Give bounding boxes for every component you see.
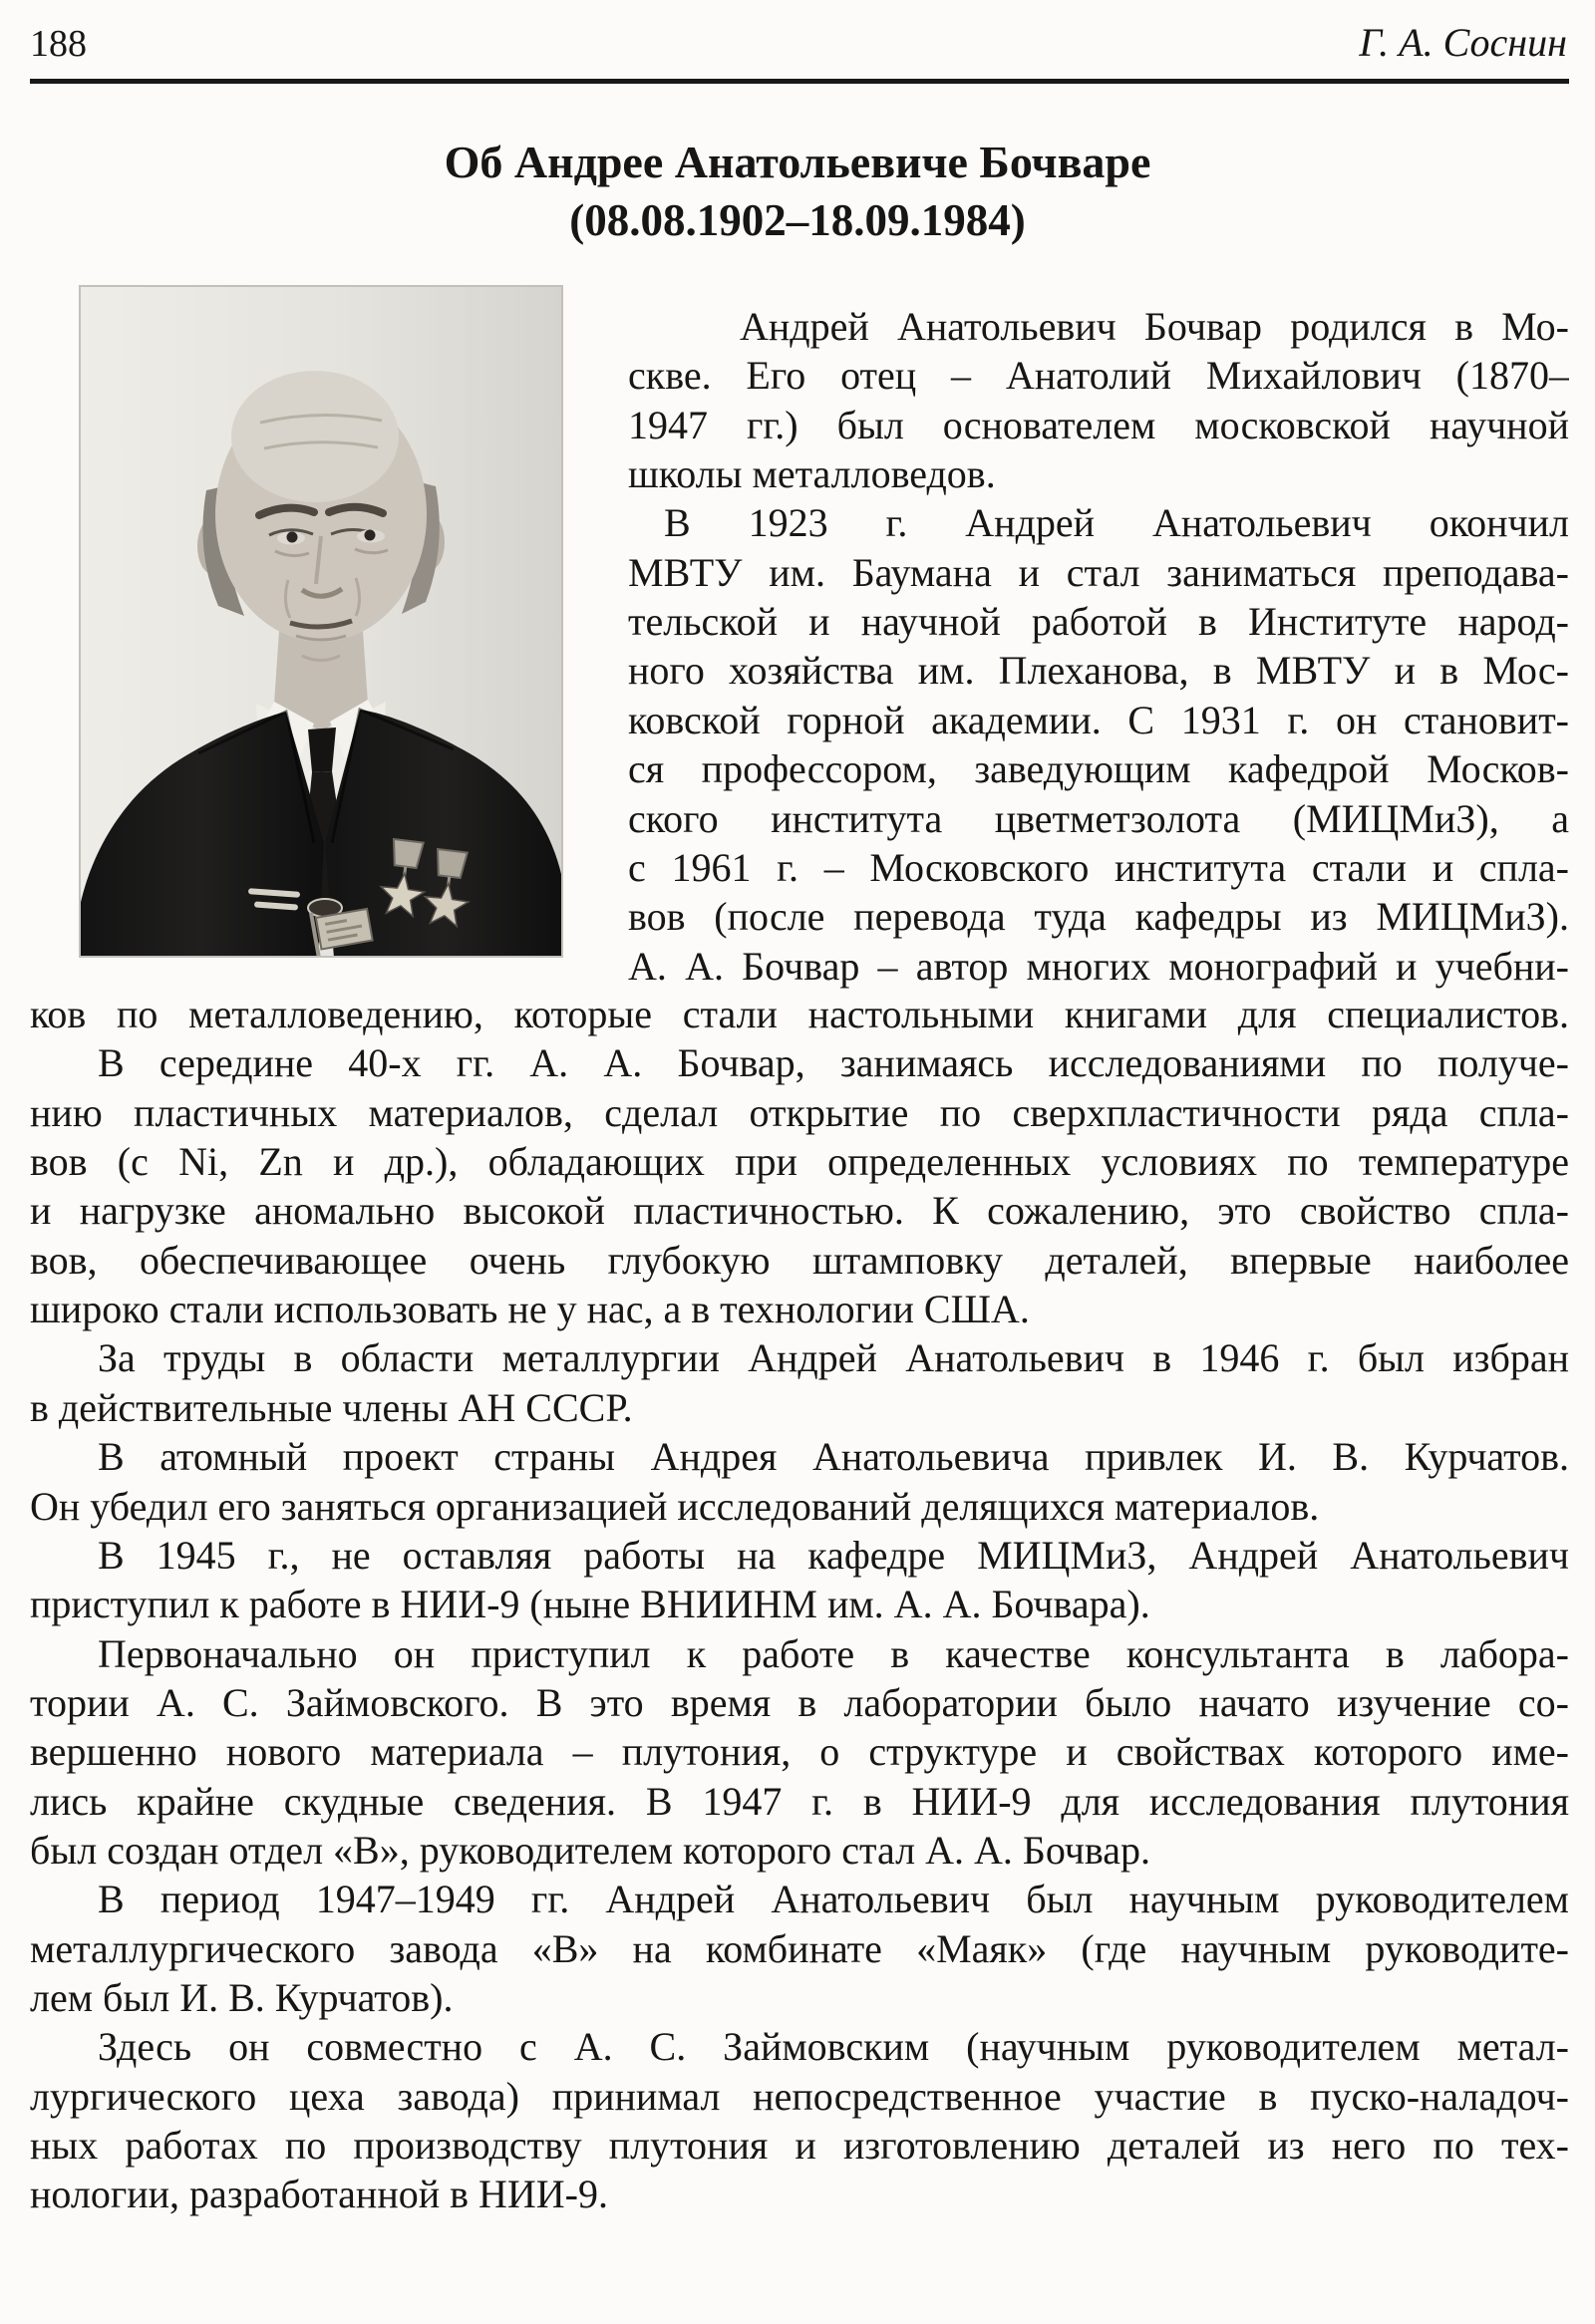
text-line: В середине 40-х гг. А. А. Бочвар, занимаясь исследованиями по получе- — [98, 1040, 1569, 1086]
text-line: нологии, разработанной в НИИ-9. — [30, 2172, 608, 2217]
text-line: и нагрузке аномально высокой пластичностью. К сожалению, это свойство спла- — [30, 1188, 1569, 1234]
text-line: тории А. С. Займовского. В это время в лаборатории было начато изучение со- — [30, 1679, 1569, 1725]
text-line: Первоначально он приступил к работе в качестве консультанта в лабора- — [98, 1630, 1569, 1676]
text-line: ных работах по производству плутония и изготовлению деталей из него по тех- — [30, 2123, 1569, 2169]
text-line: В период 1947–1949 гг. Андрей Анатольевич был научным руководителем — [98, 1877, 1569, 1922]
text-line: Он убедил его заняться организацией исследований делящихся материалов. — [30, 1483, 1320, 1529]
text-line: Андрей Анатольевич Бочвар родился в Мо- — [740, 304, 1569, 349]
text-line: ков по металловедению, которые стали настольными книгами для специалистов. — [30, 992, 1569, 1036]
text-line: вершенно нового материала – плутония, о структуре и свойствах которого име- — [30, 1729, 1569, 1775]
text-line: В 1945 г., не оставляя работы на кафедре МИЦМиЗ, Андрей Анатольевич — [98, 1532, 1569, 1578]
text-line: школы металловедов. — [628, 451, 996, 497]
text-line: приступил к работе в НИИ-9 (ныне ВНИИНМ им. А. А. Бочвара). — [30, 1582, 1150, 1627]
text-line: ся профессором, заведующим кафедрой Москов- — [628, 746, 1569, 792]
text-line: был создан отдел «В», руководителем которого стал А. А. Бочвар. — [30, 1827, 1151, 1873]
text-line: нию пластичных материалов, сделал открытие по сверхпластичности ряда спла- — [30, 1089, 1569, 1135]
text-line: лургического цеха завода) принимал непосредственное участие в пуско-наладоч- — [30, 2073, 1569, 2119]
header-rule — [30, 79, 1569, 84]
text-line: 1947 гг.) был основателем московской научной — [628, 402, 1569, 447]
text-line: А. А. Бочвар – автор многих монографий и учебни- — [628, 943, 1569, 989]
text-line: Здесь он совместно с А. С. Займовским (научным руководителем метал- — [98, 2024, 1569, 2070]
text-line: вов (с Ni, Zn и др.), обладающих при определенных условиях по температуре — [30, 1139, 1569, 1185]
text-line: За труды в области металлургии Андрей Анатольевич в 1946 г. был избран — [98, 1335, 1569, 1381]
page-number: 188 — [30, 23, 87, 65]
text-line: В 1923 г. Андрей Анатольевич окончил — [664, 500, 1569, 546]
text-line: лем был И. В. Курчатов). — [30, 1975, 454, 2020]
text-line: широко стали использовать не у нас, а в технологии США. — [30, 1287, 1030, 1332]
text-line: ковской горной академии. С 1931 г. он становит- — [628, 697, 1569, 742]
text-line: В атомный проект страны Андрея Анатольевича привлек И. В. Курчатов. — [98, 1434, 1569, 1480]
text-line: ского института цветметзолота (МИЦМиЗ), а — [628, 795, 1569, 841]
article-dates: (08.08.1902–18.09.1984) — [569, 195, 1026, 245]
author-name: Г. А. Соснин — [1359, 20, 1567, 65]
text-line: металлургического завода «В» на комбинате «Маяк» (где научным руководите- — [30, 1925, 1569, 1971]
text-line: МВТУ им. Баумана и стал заниматься преподава- — [628, 549, 1569, 595]
text-line: с 1961 г. – Московского института стали и спла- — [628, 844, 1569, 890]
text-line: в действительные члены АН СССР. — [30, 1384, 633, 1430]
text-line: лись крайне скудные сведения. В 1947 г. в НИИ-9 для исследования плутония — [30, 1778, 1569, 1824]
text-line: вов, обеспечивающее очень глубокую штамповку деталей, впервые наиболее — [30, 1237, 1569, 1283]
text-line: скве. Его отец – Анатолий Михайлович (1870– — [628, 353, 1569, 399]
article-title: Об Андрее Анатольевиче Бочваре — [444, 137, 1151, 187]
portrait-illustration — [79, 285, 563, 958]
text-line: ного хозяйства им. Плеханова, в МВТУ и в Мос- — [628, 648, 1569, 694]
text-line: вов (после перевода туда кафедры из МИЦМиЗ). — [628, 894, 1569, 940]
portrait-photo — [79, 285, 563, 958]
text-line: тельской и научной работой в Институте народ- — [628, 599, 1569, 645]
